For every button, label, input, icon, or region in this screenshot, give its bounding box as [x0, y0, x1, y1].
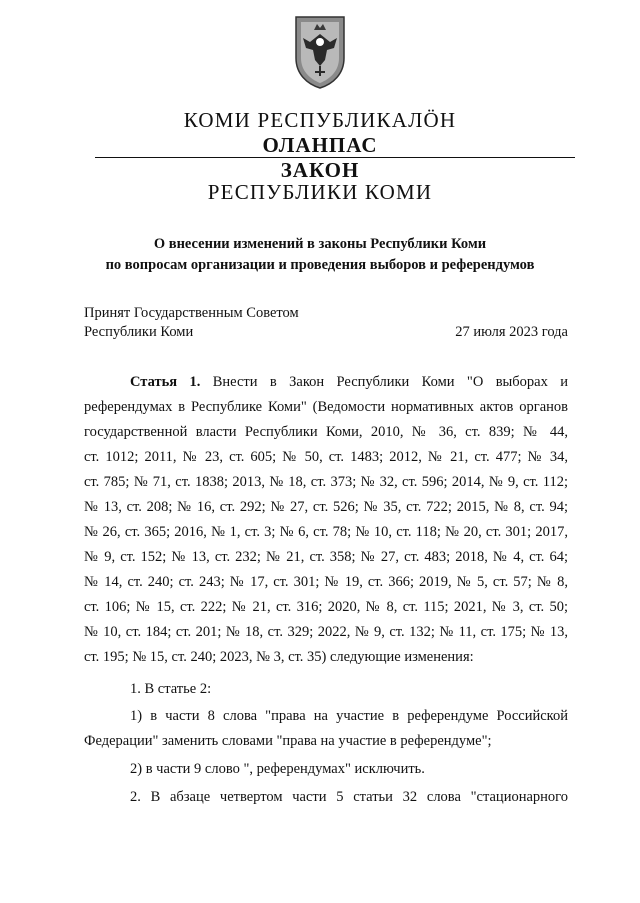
adoption-statement-line-1: Принят Государственным Советом — [84, 305, 299, 321]
header-zakon: ЗАКОН — [280, 158, 360, 182]
law-title-line-2: по вопросам организации и проведения выборов и референдумов — [105, 257, 535, 273]
item-1-subitem-2: 2) в части 9 слово ", референдумах" исключить. — [130, 761, 425, 777]
header-komi-language-title: КОМИ РЕСПУБЛИКАЛÖН — [183, 108, 457, 132]
item-2-line-1: 2. В абзаце четвертом части 5 статьи 32 слова "стационарного — [130, 789, 568, 805]
item-1-subitem-1-line-2: Федерации" заменить словами "права на участие в референдуме"; — [84, 733, 492, 749]
coat-of-arms-emblem — [293, 14, 347, 90]
body-line: № 26, ст. 365; 2016, № 1, ст. 3; № 6, ст. 78; № 10, ст. 118; № 20, ст. 301; 2017, — [84, 524, 568, 540]
body-line: № 14, ст. 240; ст. 243; № 17, ст. 301; № 19, ст. 366; 2019, № 5, ст. 57; № 8, — [84, 574, 568, 590]
body-line: ст. 195; № 15, ст. 240; 2023, № 3, ст. 35) следующие изменения: — [84, 649, 474, 665]
header-republic: РЕСПУБЛИКИ КОМИ — [207, 180, 433, 204]
adoption-date: 27 июля 2023 года — [455, 324, 568, 340]
law-title-line-1: О внесении изменений в законы Республики Коми — [153, 236, 487, 252]
body-line: ст. 106; № 15, ст. 222; № 21, ст. 316; 2020, № 8, ст. 115; 2021, № 3, ст. 50; — [84, 599, 568, 615]
body-line: референдумах в Республике Коми" (Ведомости нормативных актов органов — [84, 399, 568, 415]
adoption-statement-line-2: Республики Коми — [84, 324, 194, 340]
article-1-label: Статья 1. — [130, 374, 201, 390]
body-line: ст. 1012; 2011, № 23, ст. 605; № 50, ст. 1483; 2012, № 21, ст. 477; № 34, — [84, 449, 568, 465]
body-line: № 9, ст. 152; № 13, ст. 232; № 21, ст. 358; № 27, ст. 483; 2018, № 4, ст. 64; — [84, 549, 568, 565]
body-line: № 13, ст. 208; № 16, ст. 292; № 27, ст. 526; № 35, ст. 722; 2015, № 8, ст. 94; — [84, 499, 568, 515]
body-line: государственной власти Республики Коми, 2010, № 36, ст. 839; № 44, — [84, 424, 568, 440]
body-line: № 10, ст. 184; ст. 201; № 18, ст. 329; 2022, № 9, ст. 132; № 11, ст. 175; № 13, — [84, 624, 568, 640]
body-line: ст. 785; № 71, ст. 1838; 2013, № 18, ст. 373; № 32, ст. 596; 2014, № 9, ст. 112; — [84, 474, 568, 490]
article-1-first-line — [130, 374, 568, 391]
item-1-subitem-1-line-1: 1) в части 8 слова "права на участие в референдуме Российской — [130, 708, 568, 724]
item-1-heading: 1. В статье 2: — [130, 681, 212, 697]
article-1-text: Внести в Закон Республики Коми "О выборах и — [212, 374, 568, 390]
header-olanpas: ОЛАНПАС — [262, 133, 378, 157]
